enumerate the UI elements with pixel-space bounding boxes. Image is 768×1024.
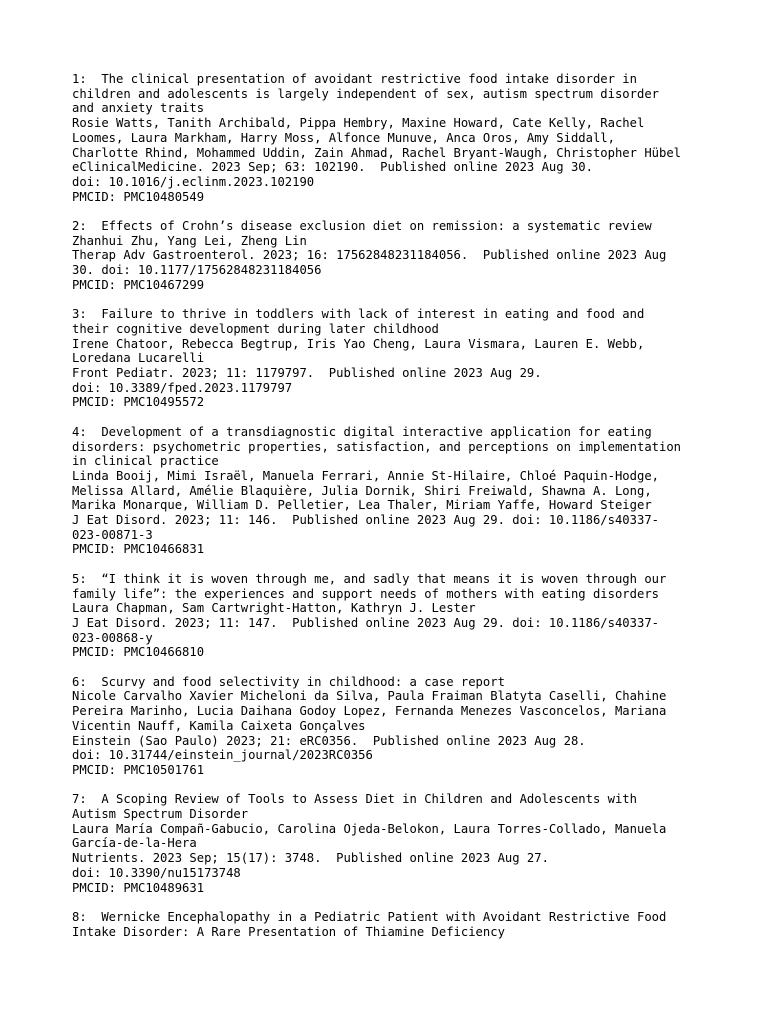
citation-entry — [72, 72, 712, 204]
citation-line: PMCID: PMC10466831 — [72, 542, 205, 557]
citation-line: 023-00868-y — [72, 630, 153, 645]
citation-line: their cognitive development during later childhood — [72, 321, 439, 336]
citation-line: Melissa Allard, Amélie Blaquière, Julia Dornik, Shiri Freiwald, Shawna A. Long, — [72, 483, 652, 498]
citation-line: doi: 10.3389/fped.2023.1179797 — [72, 380, 293, 395]
citation-line: García-de-la-Hera — [72, 836, 197, 851]
citation-line: doi: 10.3390/nu15173748 — [72, 865, 241, 880]
citation-line: Autism Spectrum Disorder — [72, 807, 249, 822]
citation-line: PMCID: PMC10467299 — [72, 277, 205, 292]
citation-line: PMCID: PMC10501761 — [72, 762, 205, 777]
citation-line: Loomes, Laura Markham, Harry Moss, Alfonce Munuve, Anca Oros, Amy Siddall, — [72, 130, 615, 145]
citation-entry — [72, 425, 712, 557]
citation-line: Einstein (Sao Paulo) 2023; 21: eRC0356. Published online 2023 Aug 28. — [72, 733, 586, 748]
citation-line: PMCID: PMC10480549 — [72, 189, 205, 204]
citation-line: 6: Scurvy and food selectivity in childhood: a case report — [72, 674, 505, 689]
citation-line: 30. doi: 10.1177/17562848231184056 — [72, 263, 322, 278]
citation-line: Nutrients. 2023 Sep; 15(17): 3748. Published online 2023 Aug 27. — [72, 851, 549, 866]
citation-line: doi: 10.1016/j.eclinm.2023.102190 — [72, 174, 315, 189]
citation-line: Rosie Watts, Tanith Archibald, Pippa Hembry, Maxine Howard, Cate Kelly, Rachel — [72, 116, 645, 131]
citation-list — [72, 72, 712, 954]
citation-entry — [72, 307, 712, 410]
citation-line: Therap Adv Gastroenterol. 2023; 16: 17562848231184056. Published online 2023 Aug — [72, 248, 667, 263]
citation-entry — [72, 675, 712, 778]
citation-line: Linda Booij, Mimi Israël, Manuela Ferrari, Annie St-Hilaire, Chloé Paquin-Hodge, — [72, 468, 659, 483]
citation-line: Zhanhui Zhu, Yang Lei, Zheng Lin — [72, 233, 307, 248]
citation-line: 2: Effects of Crohn’s disease exclusion diet on remission: a systematic review — [72, 219, 652, 234]
citation-line: Nicole Carvalho Xavier Micheloni da Silva, Paula Fraiman Blatyta Caselli, Chahine — [72, 689, 667, 704]
citation-line: children and adolescents is largely independent of sex, autism spectrum disorder — [72, 86, 659, 101]
citation-line: Front Pediatr. 2023; 11: 1179797. Published online 2023 Aug 29. — [72, 366, 542, 381]
citation-line: 7: A Scoping Review of Tools to Assess Diet in Children and Adolescents with — [72, 792, 637, 807]
citation-line: 4: Development of a transdiagnostic digital interactive application for eating — [72, 424, 652, 439]
citation-line: Marika Monarque, William D. Pelletier, Lea Thaler, Miriam Yaffe, Howard Steiger — [72, 498, 652, 513]
citation-line: PMCID: PMC10495572 — [72, 395, 205, 410]
citation-entry — [72, 219, 712, 293]
citation-line: and anxiety traits — [72, 101, 205, 116]
citation-line: 5: “I think it is woven through me, and sadly that means it is woven through our — [72, 571, 667, 586]
citation-line: PMCID: PMC10466810 — [72, 645, 205, 660]
citation-line: Loredana Lucarelli — [72, 351, 205, 366]
citation-line: Intake Disorder: A Rare Presentation of Thiamine Deficiency — [72, 924, 505, 939]
citation-line: Laura Chapman, Sam Cartwright-Hatton, Kathryn J. Lester — [72, 601, 476, 616]
citation-line: Pereira Marinho, Lucia Daihana Godoy Lopez, Fernanda Menezes Vasconcelos, Mariana — [72, 704, 667, 719]
citation-line: disorders: psychometric properties, satisfaction, and perceptions on implementation — [72, 439, 682, 454]
citation-line: Vicentin Nauff, Kamila Caixeta Gonçalves — [72, 718, 366, 733]
citation-entry — [72, 792, 712, 895]
citation-line: doi: 10.31744/einstein_journal/2023RC0356 — [72, 748, 373, 763]
citation-entry — [72, 572, 712, 660]
citation-line: family life”: the experiences and support needs of mothers with eating disorders — [72, 586, 659, 601]
citation-line: Charlotte Rhind, Mohammed Uddin, Zain Ahmad, Rachel Bryant-Waugh, Christopher Hübel — [72, 145, 682, 160]
citation-line: Laura María Compañ-Gabucio, Carolina Ojeda-Belokon, Laura Torres-Collado, Manuela — [72, 821, 667, 836]
citation-line: Irene Chatoor, Rebecca Begtrup, Iris Yao Cheng, Laura Vismara, Lauren E. Webb, — [72, 336, 645, 351]
citation-line: eClinicalMedicine. 2023 Sep; 63: 102190. Published online 2023 Aug 30. — [72, 160, 593, 175]
citation-entry — [72, 910, 712, 939]
citation-line: 1: The clinical presentation of avoidant restrictive food intake disorder in — [72, 72, 637, 86]
citation-line: J Eat Disord. 2023; 11: 147. Published online 2023 Aug 29. doi: 10.1186/s40337- — [72, 615, 659, 630]
citation-line: J Eat Disord. 2023; 11: 146. Published online 2023 Aug 29. doi: 10.1186/s40337- — [72, 513, 659, 528]
citation-line: in clinical practice — [72, 454, 219, 469]
citation-line: 8: Wernicke Encephalopathy in a Pediatric Patient with Avoidant Restrictive Food — [72, 909, 667, 924]
citation-line: 023-00871-3 — [72, 527, 153, 542]
citation-line: PMCID: PMC10489631 — [72, 880, 205, 895]
citation-line: 3: Failure to thrive in toddlers with lack of interest in eating and food and — [72, 307, 645, 322]
